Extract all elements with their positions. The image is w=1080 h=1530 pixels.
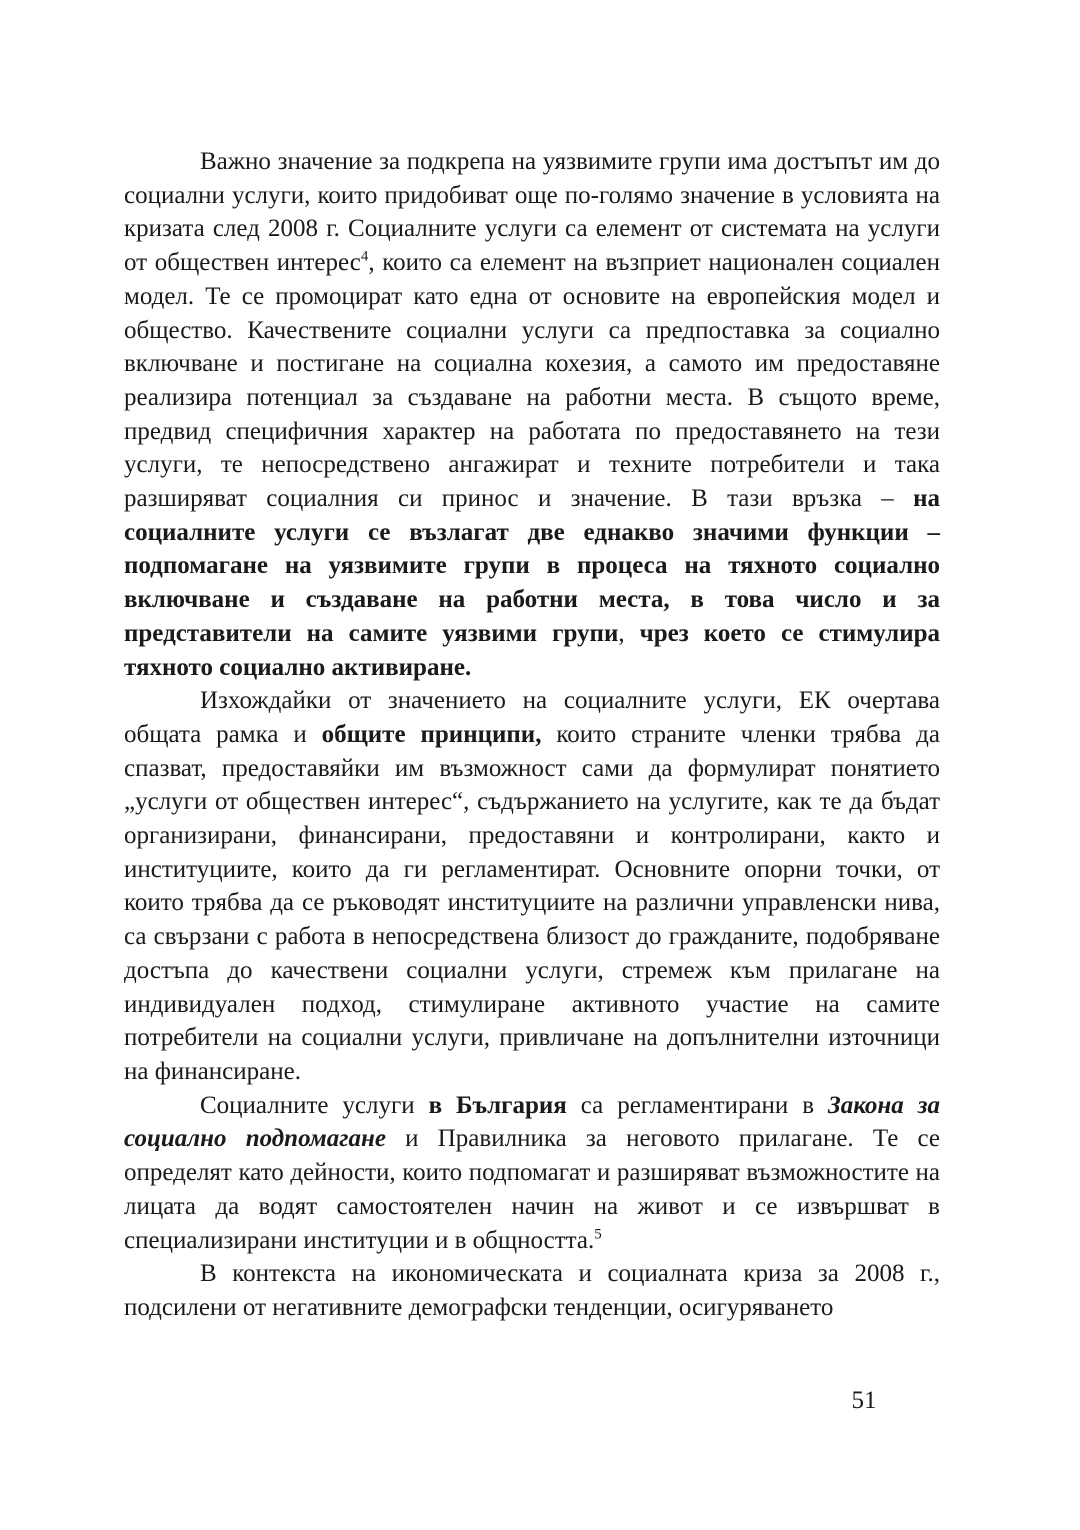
text-run: които страните членки трябва да спазват, предоставяйки им възможност сами да формулират понятието „услуги от обществен интерес“, съдържанието на услугите, как те да бъдат организирани, финансирани, предоставяни и контролирани, както и институциите, които да ги регламентират. Основните опорни точки, от които трябва да се ръководят институциите на различни управленски нива, са свързани с работа в непосредствена близост до гражданите, подобряване достъпа до качествени социални услуги, стремеж към прилагане на индивидуален подход, стимулиране активното участие на самите потребители на социални услуги, привличане на допълнителни източници на финансиране. [124, 720, 940, 1085]
text-run: и Правилника за неговото прилагане. Те се определят като дейности, които подпомагат и разширяват възможностите на лицата да водят самостоятелен начин на живот и се извършват в специализирани институции и в общността. [124, 1125, 941, 1254]
text-run: В контекста на икономическата и социалната криза за 2008 г., подсилени от негативните демографски тенденции, осигуряването [124, 1260, 940, 1321]
bold-text-run: на социалните услуги се възлагат две еднакво значими функции – подпомагане на уязвимите групи в процеса на тяхното социално включване и създаване на работни места, в това число и за представители на самите уязвими групи [124, 485, 940, 647]
paragraph [124, 684, 940, 1088]
text-run: , които са елемент на възприет национален социален модел. Те се промоцират като една от основите на европейския модел и общество. Качествените социални услуги са предпоставка за социално включване и постигане на социална кохезия, а самото им предоставяне реализира потенциал за създаване на работни места. В същото време, предвид специфичния характер на работата по предоставянето на тези услуги, те непосредствено ангажират и техните потребители и така разширяват социалния си принос и значение. В тази връзка – [124, 249, 940, 513]
bold-text-run: в България [428, 1091, 567, 1119]
footnote-ref: 5 [594, 1226, 602, 1243]
paragraph [124, 145, 940, 684]
text-run: Изхождайки от значението на социалните услуги, ЕК очертава общата рамка и [124, 687, 940, 748]
footnote-ref: 4 [360, 248, 369, 265]
paragraph [124, 1257, 940, 1324]
bold-text-run: чрез което се стимулира тяхното социално активиране. [124, 619, 940, 681]
text-run: Важно значение за подкрепа на уязвимите групи има достъпът им до социални услуги, които придобиват още по-голямо значение в условията на кризата след 2008 г. Социалните услуги са елемент от системата на услуги от обществен интерес [124, 148, 940, 277]
text-run: са регламентирани в [566, 1091, 828, 1119]
text-run: Социалните услуги [200, 1091, 429, 1119]
bold-text-run: общите принципи, [321, 720, 542, 748]
paragraph [124, 1089, 940, 1258]
text-run: , [618, 619, 640, 647]
bold-italic-text-run: Закона за социално подпомагане [124, 1091, 940, 1153]
page-number: 51 [851, 1387, 877, 1414]
page-body [124, 145, 940, 1325]
